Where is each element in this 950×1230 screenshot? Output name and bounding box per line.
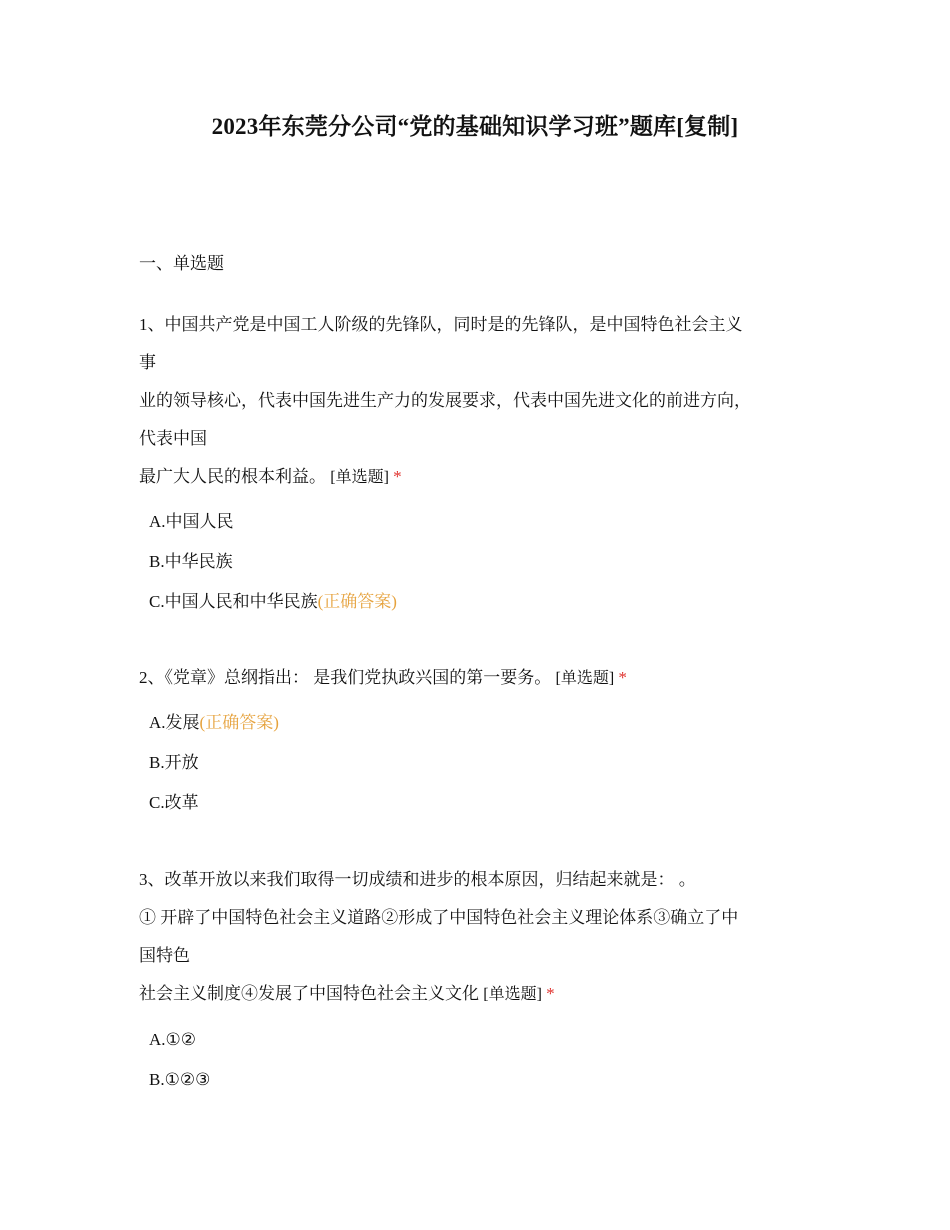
question-1-line-3: 业的领导核心，代表中国先进生产力的发展要求，代表中国先进文化的前进方向，	[139, 391, 751, 410]
question-3-line-4	[139, 975, 811, 1014]
question-3-line-2: ① 开辟了中国特色社会主义道路②形成了中国特色社会主义理论体系③确立了中	[139, 908, 739, 927]
question-3-line-1: 3、改革开放以来我们取得一切成绩和进步的根本原因，归结起来就是： 。	[139, 870, 696, 889]
question-3-option-a[interactable]	[149, 1028, 196, 1052]
question-3-last-text: 社会主义制度④发展了中国特色社会主义文化	[139, 984, 479, 1003]
page-title: 2023年东莞分公司“党的基础知识学习班”题库[复制]	[211, 114, 739, 139]
question-1-line-1: 1、中国共产党是中国工人阶级的先锋队，同时是的先锋队，是中国特色社会主义	[139, 315, 743, 334]
question-type-tag: [单选题]	[555, 670, 615, 687]
question-1-line-2: 事	[139, 353, 156, 372]
question-1-line-5	[139, 458, 811, 497]
required-mark: *	[393, 467, 402, 486]
question-1-option-c[interactable]	[149, 590, 397, 614]
question-2-option-a[interactable]	[149, 711, 279, 735]
question-3	[139, 861, 811, 1014]
question-2-line-1	[139, 659, 811, 698]
question-1-last-text: 最广大人民的根本利益。	[139, 467, 326, 486]
question-1-line-4: 代表中国	[139, 429, 207, 448]
option-label: C.中国人民和中华民族	[149, 592, 318, 611]
option-label: B.开放	[149, 753, 199, 772]
required-mark: *	[546, 984, 555, 1003]
question-3-line-3: 国特色	[139, 946, 190, 965]
question-1-option-b[interactable]	[149, 550, 233, 574]
correct-answer-note: (正确答案)	[199, 713, 279, 732]
question-type-tag: [单选题]	[330, 469, 389, 486]
question-type-tag: [单选题]	[483, 986, 542, 1003]
required-mark: *	[618, 668, 627, 687]
option-label: B.中华民族	[149, 552, 233, 571]
option-label: A.①②	[149, 1030, 197, 1049]
question-2-option-b[interactable]	[149, 751, 199, 775]
question-2	[139, 659, 811, 698]
option-label: B.①②③	[149, 1070, 211, 1089]
question-1	[139, 306, 811, 497]
option-label: A.中国人民	[149, 512, 234, 531]
correct-answer-note: (正确答案)	[317, 592, 397, 611]
section-heading: 一、单选题	[139, 254, 224, 273]
option-label: A.发展	[149, 713, 200, 732]
question-1-option-a[interactable]	[149, 510, 234, 534]
option-label: C.改革	[149, 793, 199, 812]
question-2-text: 2、《党章》总纲指出： 是我们党执政兴国的第一要务。	[139, 668, 552, 687]
question-2-option-c[interactable]	[149, 791, 199, 815]
question-3-option-b[interactable]	[149, 1068, 210, 1092]
